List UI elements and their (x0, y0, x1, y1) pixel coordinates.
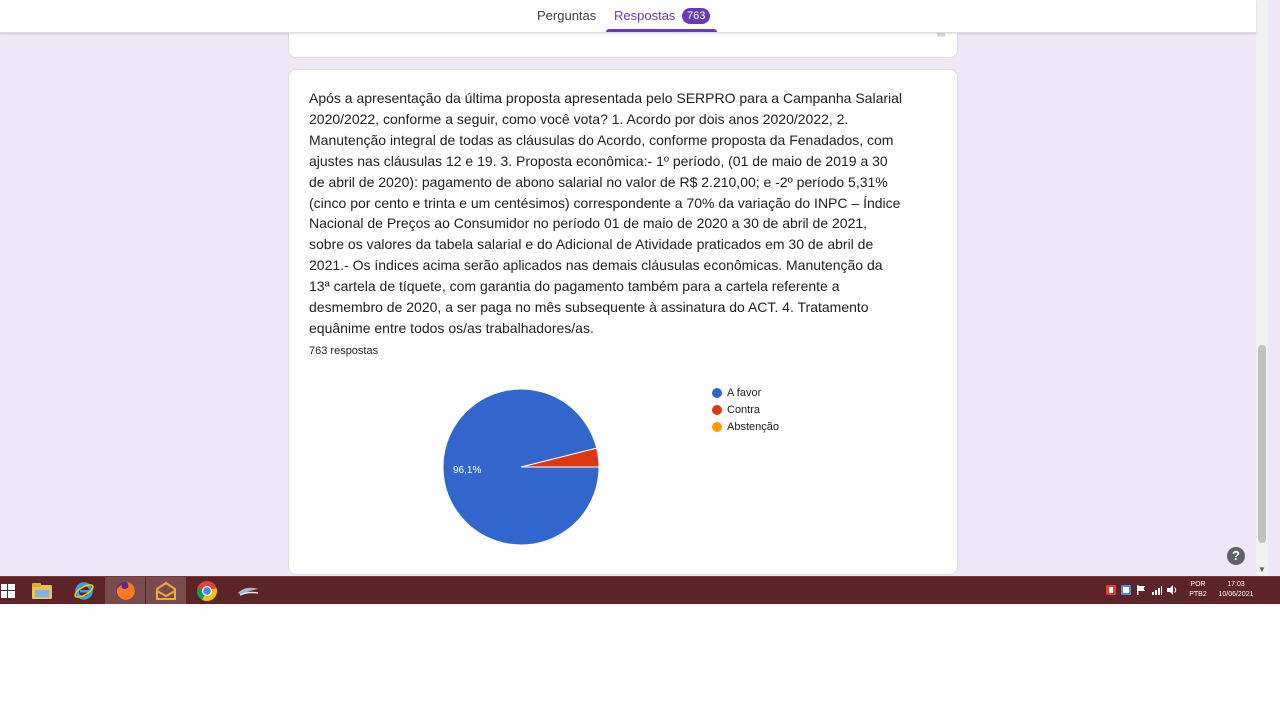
taskbar-firefox[interactable] (105, 577, 145, 604)
network-signal-icon (1152, 585, 1162, 595)
legend-item-contra[interactable] (712, 402, 779, 419)
taskbar-app[interactable] (228, 577, 268, 604)
forms-header-tabs (0, 0, 1256, 33)
taskbar-mail[interactable] (146, 577, 186, 604)
app-icon (236, 583, 260, 599)
firefox-icon (114, 580, 136, 602)
keyboard-layout: PTB2 (1189, 591, 1207, 598)
help-button[interactable]: ? (1227, 547, 1245, 565)
speaker-volume-icon (1167, 585, 1177, 595)
legend-label-a-favor: A favor (727, 387, 762, 399)
taskbar-internet-explorer[interactable] (64, 577, 104, 604)
file-explorer-icon (31, 582, 53, 600)
chart-legend (712, 385, 779, 436)
tray-app-icon (1121, 585, 1131, 595)
legend-dot-contra (712, 405, 722, 415)
start-button[interactable] (0, 577, 16, 604)
pie-chart (441, 387, 601, 547)
input-language-indicator[interactable] (1186, 580, 1210, 600)
action-center-flag-icon (1136, 585, 1146, 595)
language-code: POR (1190, 581, 1206, 588)
legend-item-abstencao[interactable] (712, 419, 779, 436)
question-summary-card (288, 69, 958, 575)
scrollbar-thumb[interactable] (1258, 345, 1266, 543)
legend-label-contra: Contra (727, 404, 761, 416)
response-count: 763 respostas (309, 345, 379, 357)
tab-responses[interactable] (606, 0, 717, 32)
clock[interactable] (1214, 580, 1258, 600)
tab-questions[interactable] (537, 0, 596, 32)
responses-count-badge: 763 (682, 8, 710, 24)
legend-dot-a-favor (712, 388, 722, 398)
taskbar-chrome[interactable] (187, 577, 227, 604)
taskbar-file-explorer[interactable] (22, 577, 62, 604)
tab-responses-label: Respostas (614, 8, 676, 23)
question-text: Após a apresentação da última proposta apresentada pelo SERPRO para a Campanha Salarial 2020/2022, conforme a seguir, como você vota? 1. Acordo por dois anos 2020/2022, 2. Manutenção integral de todas as cláusulas do Acordo, conforme proposta da Fenadados, com ajustes nas cláusulas 12 e 19. 3. Proposta econômica:- 1º período, (01 de maio de 2019 a 30 de abril de 2020): pagamento de abono salarial no valor de R$ 2.210,00; e -2º período 5,31% (cinco por cento e trinta e um centésimos) correspondente a 70% da variação do INPC – Índice Nacional de Preços ao Consumidor no período 01 de maio de 2020 a 30 de abril de 2021, sobre os valores da tabela salarial e do Adicional de Atividade praticados em 30 de abril de 2021.- Os índices acima serão aplicados nas demais cláusulas econômicas. Manutenção da 13ª cartela de tíquete, com garantia do pagamento também para a cartela referente a desmembro de 2020, a ser paga no mês subsequente à assinatura do ACT. 4. Tratamento equânime entre todos os/as trabalhadores/as. (309, 90, 903, 336)
clock-date: 10/06/2021 (1218, 591, 1254, 598)
active-tab-indicator (606, 29, 717, 32)
security-app-icon (1106, 585, 1116, 595)
clock-time: 17:03 (1227, 581, 1245, 588)
scroll-down-arrow-icon[interactable]: ▼ (1258, 565, 1266, 574)
legend-label-abstencao: Abstenção (727, 421, 779, 433)
page-scrollbar[interactable] (1256, 0, 1268, 576)
legend-item-a-favor[interactable] (712, 385, 779, 402)
tab-questions-label: Perguntas (537, 8, 597, 23)
internet-explorer-icon (73, 580, 95, 602)
windows-taskbar (0, 576, 1280, 604)
mail-icon (155, 581, 177, 601)
legend-dot-abstencao (712, 422, 722, 432)
windows-start-icon (1, 584, 15, 598)
slice-label-a-favor: 96,1% (453, 465, 482, 476)
chrome-icon (196, 580, 218, 602)
